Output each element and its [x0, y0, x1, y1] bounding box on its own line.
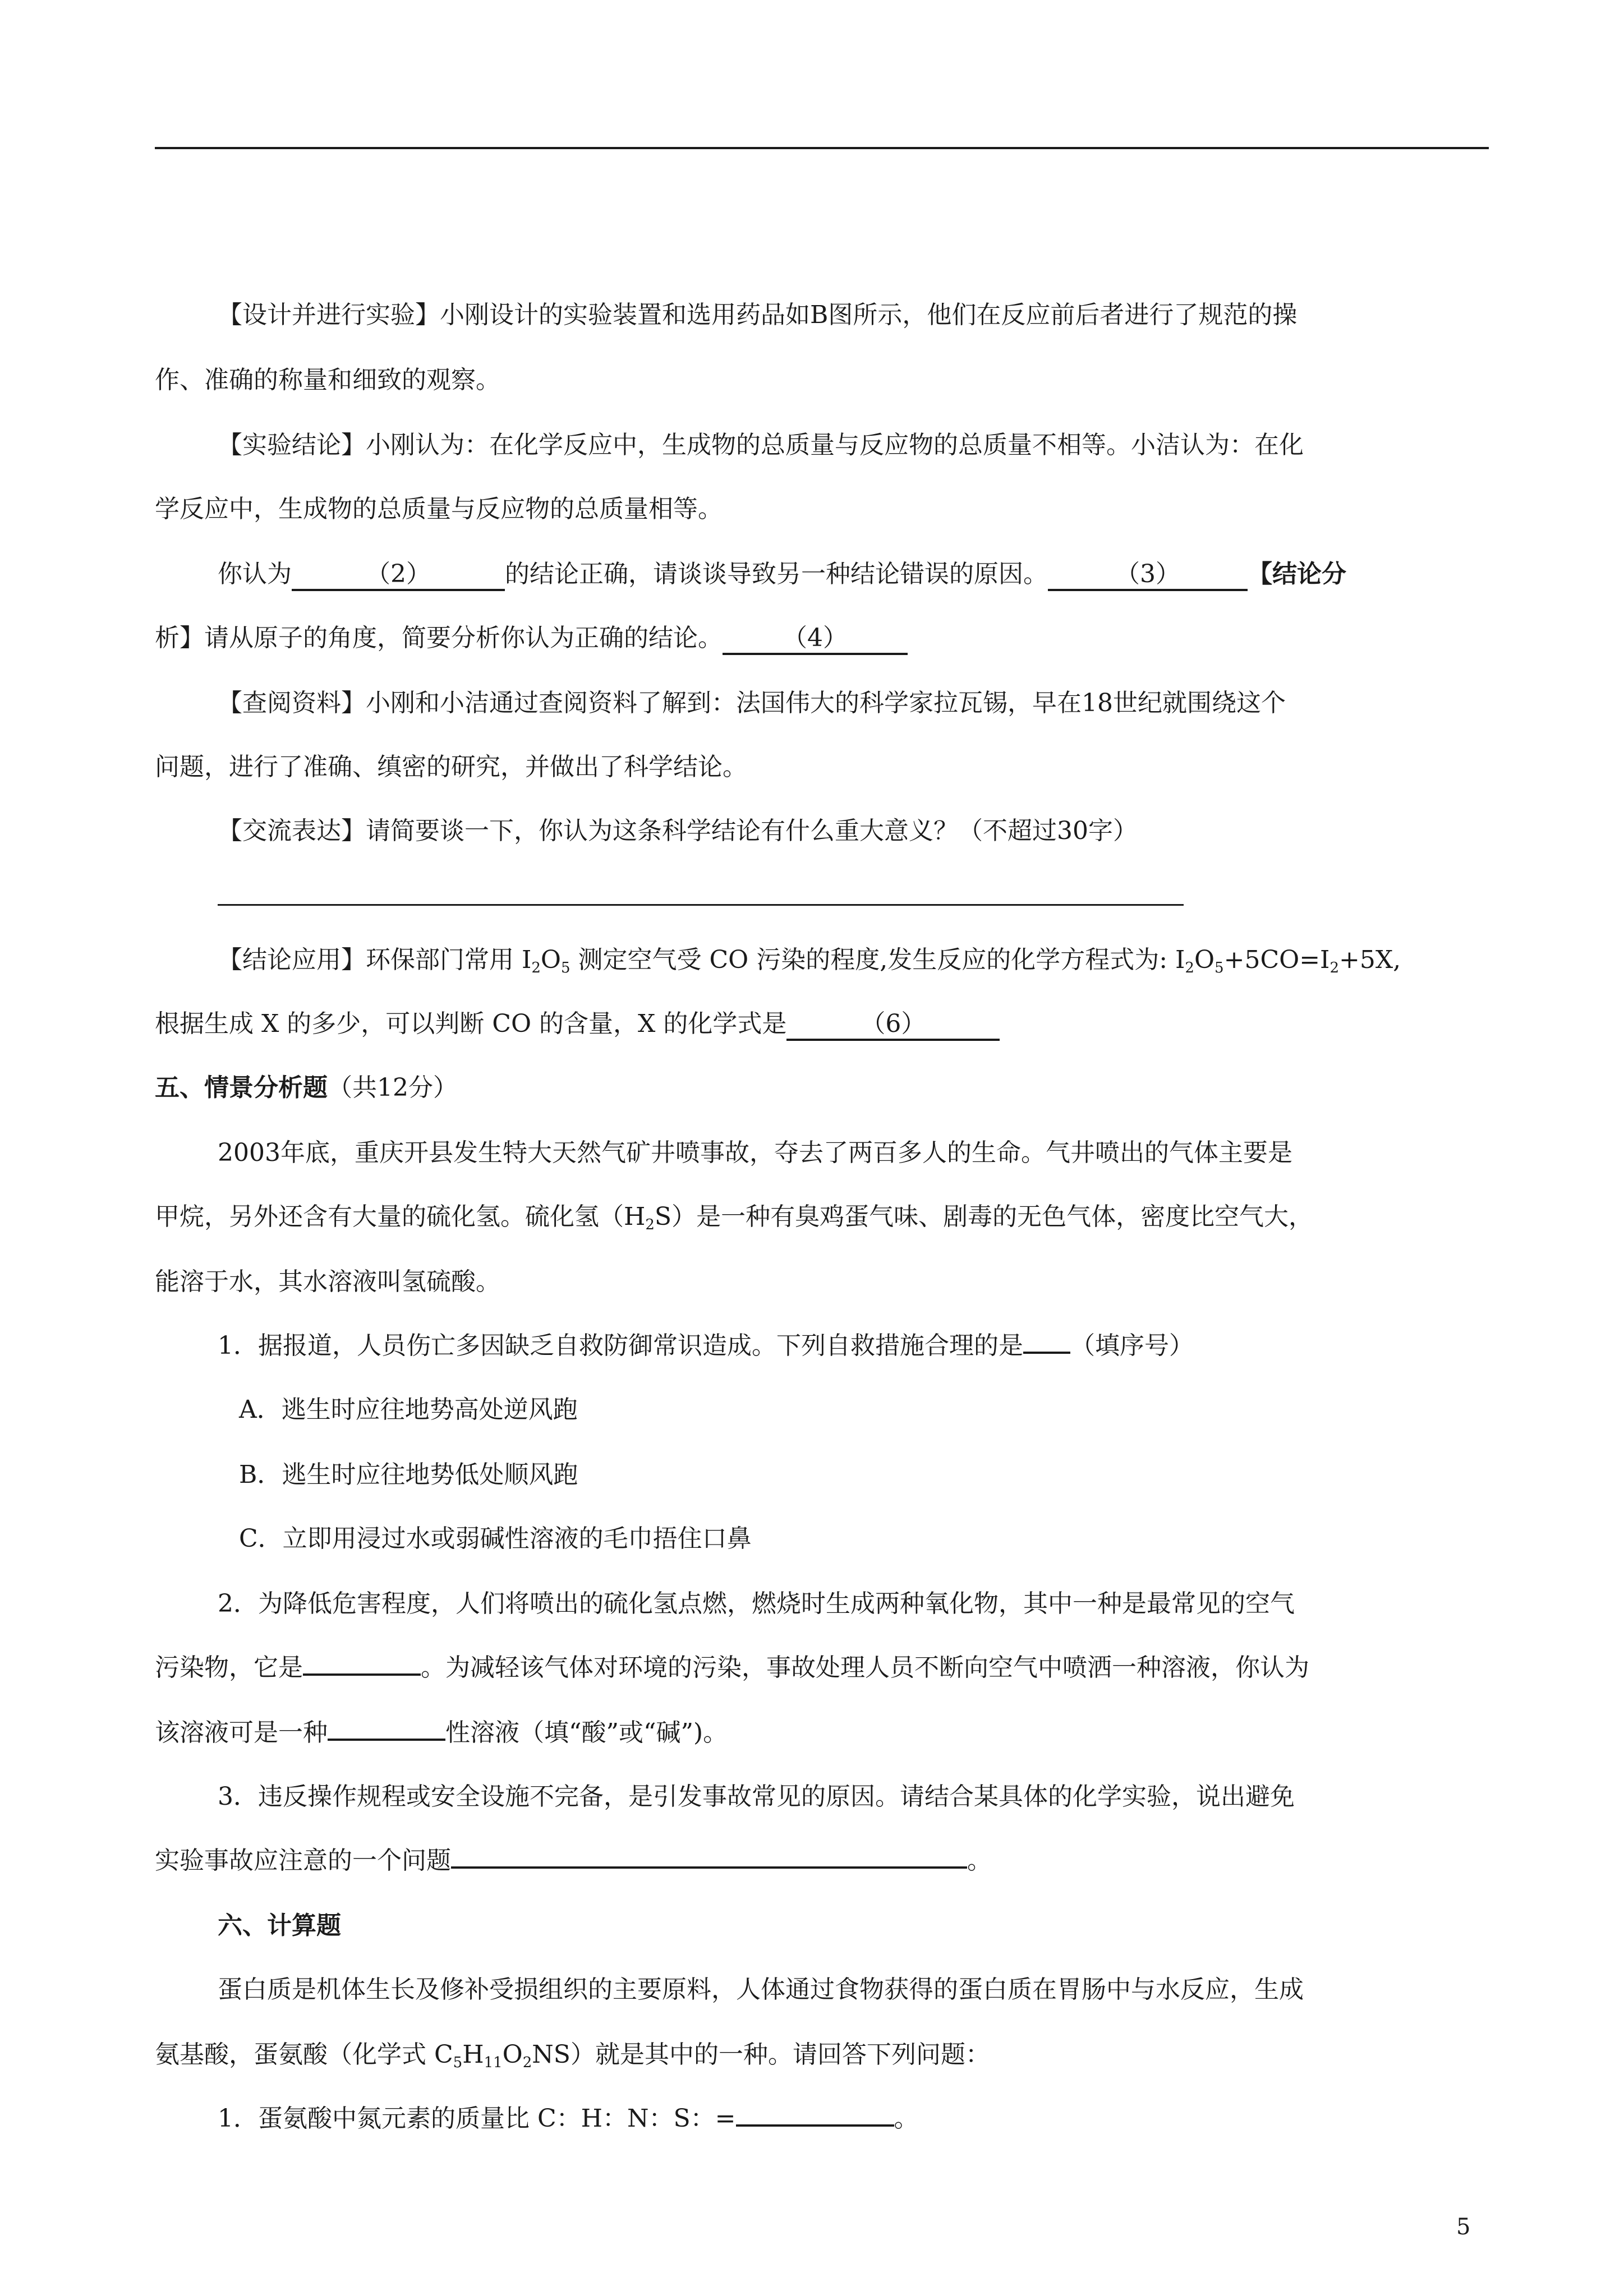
apply-text-b: O — [540, 946, 561, 974]
analysis-heading-start: 【结论分 — [1248, 560, 1346, 588]
exchange-line: 【交流表达】请简要谈一下，你认为这条科学结论有什么重大意义？（不超过30字） — [218, 817, 1138, 845]
q1-option-b: B．逃生时应往地势低处顺风跑 — [239, 1460, 578, 1489]
q3-text-b: 。 — [967, 1846, 992, 1875]
apply-text-d: O — [1194, 946, 1215, 974]
q1-option-a: A．逃生时应往地势高处逆风跑 — [239, 1395, 578, 1424]
sub: 5 — [561, 960, 571, 976]
sub: 2 — [522, 2054, 532, 2071]
opinion-line — [218, 557, 1346, 591]
q3-line-2 — [155, 1844, 992, 1878]
scenario-line-3: 能溶于水，其水溶液叫氢硫酸。 — [155, 1267, 500, 1296]
sub: 2 — [531, 960, 541, 976]
q1-tail: （填序号） — [1070, 1331, 1194, 1360]
sub: 2 — [1185, 960, 1194, 976]
scenario-line-1: 2003年底，重庆开县发生特大天然气矿井喷事故，夺去了两百多人的生命。气井喷出的气体主要是 — [218, 1138, 1292, 1167]
blank-6[interactable]: （6） — [786, 1009, 1000, 1041]
section-5-heading — [155, 1071, 458, 1105]
apply-text-c: 测定空气受 CO 污染的程度,发生反应的化学方程式为: I — [570, 946, 1185, 974]
analysis-line — [155, 621, 908, 655]
opinion-text-a: 你认为 — [218, 560, 292, 588]
section-5-score: （共12分） — [328, 1073, 458, 1102]
sub: 2 — [1329, 960, 1339, 976]
q2-line-2 — [155, 1651, 1309, 1685]
q1-blank[interactable] — [1023, 1352, 1070, 1354]
q2-line-1: 2．为降低危害程度，人们将喷出的硫化氢点燃，燃烧时生成两种氧化物，其中一种是最常见的空气 — [218, 1589, 1295, 1618]
design-line-2: 作、准确的称量和细致的观察。 — [155, 366, 500, 394]
protein-text-b: H — [462, 2040, 484, 2069]
q1-line — [218, 1329, 1194, 1363]
protein-q1-blank[interactable] — [736, 2124, 894, 2127]
scenario-text-b: S）是一种有臭鸡蛋气味、剧毒的无色气体，密度比空气大， — [654, 1202, 1314, 1231]
opinion-text-c: 的结论正确，请谈谈导致另一种结论错误的原因。 — [505, 560, 1048, 588]
q2-text-d: 性溶液（填“酸”或“碱”)。 — [445, 1718, 728, 1747]
protein-text-a: 氨基酸，蛋氨酸（化学式 C — [155, 2040, 453, 2069]
sub: 5 — [1214, 960, 1224, 976]
apply-line-2 — [155, 1007, 1000, 1041]
q2-blank-1[interactable] — [303, 1673, 421, 1676]
design-line-1: 【设计并进行实验】小刚设计的实验装置和选用药品如B图所示，他们在反应前后者进行了规范的操 — [218, 301, 1298, 329]
section-5-title: 五、情景分析题 — [155, 1073, 328, 1102]
apply-text-l2: 根据生成 X 的多少，可以判断 CO 的含量，X 的化学式是 — [155, 1009, 787, 1038]
analysis-text: 析】请从原子的角度，简要分析你认为正确的结论。 — [155, 624, 723, 652]
q2-text-b: 。为减轻该气体对环境的污染，事故处理人员不断向空气中喷洒一种溶液，你认为 — [421, 1653, 1309, 1682]
apply-text-a: 【结论应用】环保部门常用 I — [218, 946, 532, 974]
protein-q1-text: 1．蛋氨酸中氮元素的质量比 C：H：N：S：= — [218, 2104, 736, 2133]
q2-line-3 — [155, 1716, 728, 1750]
sub: 5 — [453, 2054, 463, 2071]
protein-text-c: O — [502, 2040, 523, 2069]
blank-4[interactable]: （4） — [723, 624, 908, 655]
q2-blank-2[interactable] — [328, 1739, 445, 1741]
scenario-line-2 — [155, 1200, 1313, 1234]
q3-blank[interactable] — [451, 1866, 967, 1869]
blank-3[interactable]: （3） — [1048, 560, 1248, 591]
q2-text-a: 污染物，它是 — [155, 1653, 303, 1682]
answer-blank-5[interactable] — [218, 904, 1184, 906]
protein-line-2 — [155, 2038, 990, 2072]
sub: 11 — [484, 2054, 503, 2071]
section-6-heading: 六、计算题 — [218, 1911, 341, 1940]
q2-text-c: 该溶液可是一种 — [155, 1718, 328, 1747]
protein-line-1: 蛋白质是机体生长及修补受损组织的主要原料，人体通过食物获得的蛋白质在胃肠中与水反应，生成 — [218, 1975, 1304, 2004]
lookup-line-1: 【查阅资料】小刚和小洁通过查阅资料了解到：法国伟大的科学家拉瓦锡，早在18世纪就围绕这个 — [218, 689, 1286, 717]
protein-q1-end: 。 — [894, 2104, 919, 2133]
q1-option-c: C．立即用浸过水或弱碱性溶液的毛巾捂住口鼻 — [239, 1524, 752, 1553]
sub: 2 — [645, 1216, 655, 1233]
conclusion-line-1: 【实验结论】小刚认为：在化学反应中，生成物的总质量与反应物的总质量不相等。小洁认为：在化 — [218, 431, 1304, 459]
lookup-line-2: 问题，进行了准确、缜密的研究，并做出了科学结论。 — [155, 753, 747, 781]
protein-q1-line — [218, 2102, 919, 2136]
q1-text: 1．据报道，人员伤亡多因缺乏自救防御常识造成。下列自救措施合理的是 — [218, 1331, 1023, 1360]
q3-text-a: 实验事故应注意的一个问题 — [155, 1846, 451, 1875]
blank-2[interactable]: （2） — [292, 560, 505, 591]
apply-text-e: +5CO=I — [1223, 946, 1330, 974]
scenario-text-a: 甲烷，另外还含有大量的硫化氢。硫化氢（H — [155, 1202, 646, 1231]
q3-line-1: 3．违反操作规程或安全设施不完备，是引发事故常见的原因。请结合某具体的化学实验，说出避免 — [218, 1782, 1295, 1811]
apply-line-1 — [218, 943, 1401, 977]
header-rule — [155, 147, 1489, 149]
protein-text-d: NS）就是其中的一种。请回答下列问题： — [532, 2040, 990, 2069]
apply-text-f: +5X, — [1339, 946, 1401, 974]
conclusion-line-2: 学反应中，生成物的总质量与反应物的总质量相等。 — [155, 495, 723, 523]
page-number: 5 — [1456, 2214, 1471, 2240]
